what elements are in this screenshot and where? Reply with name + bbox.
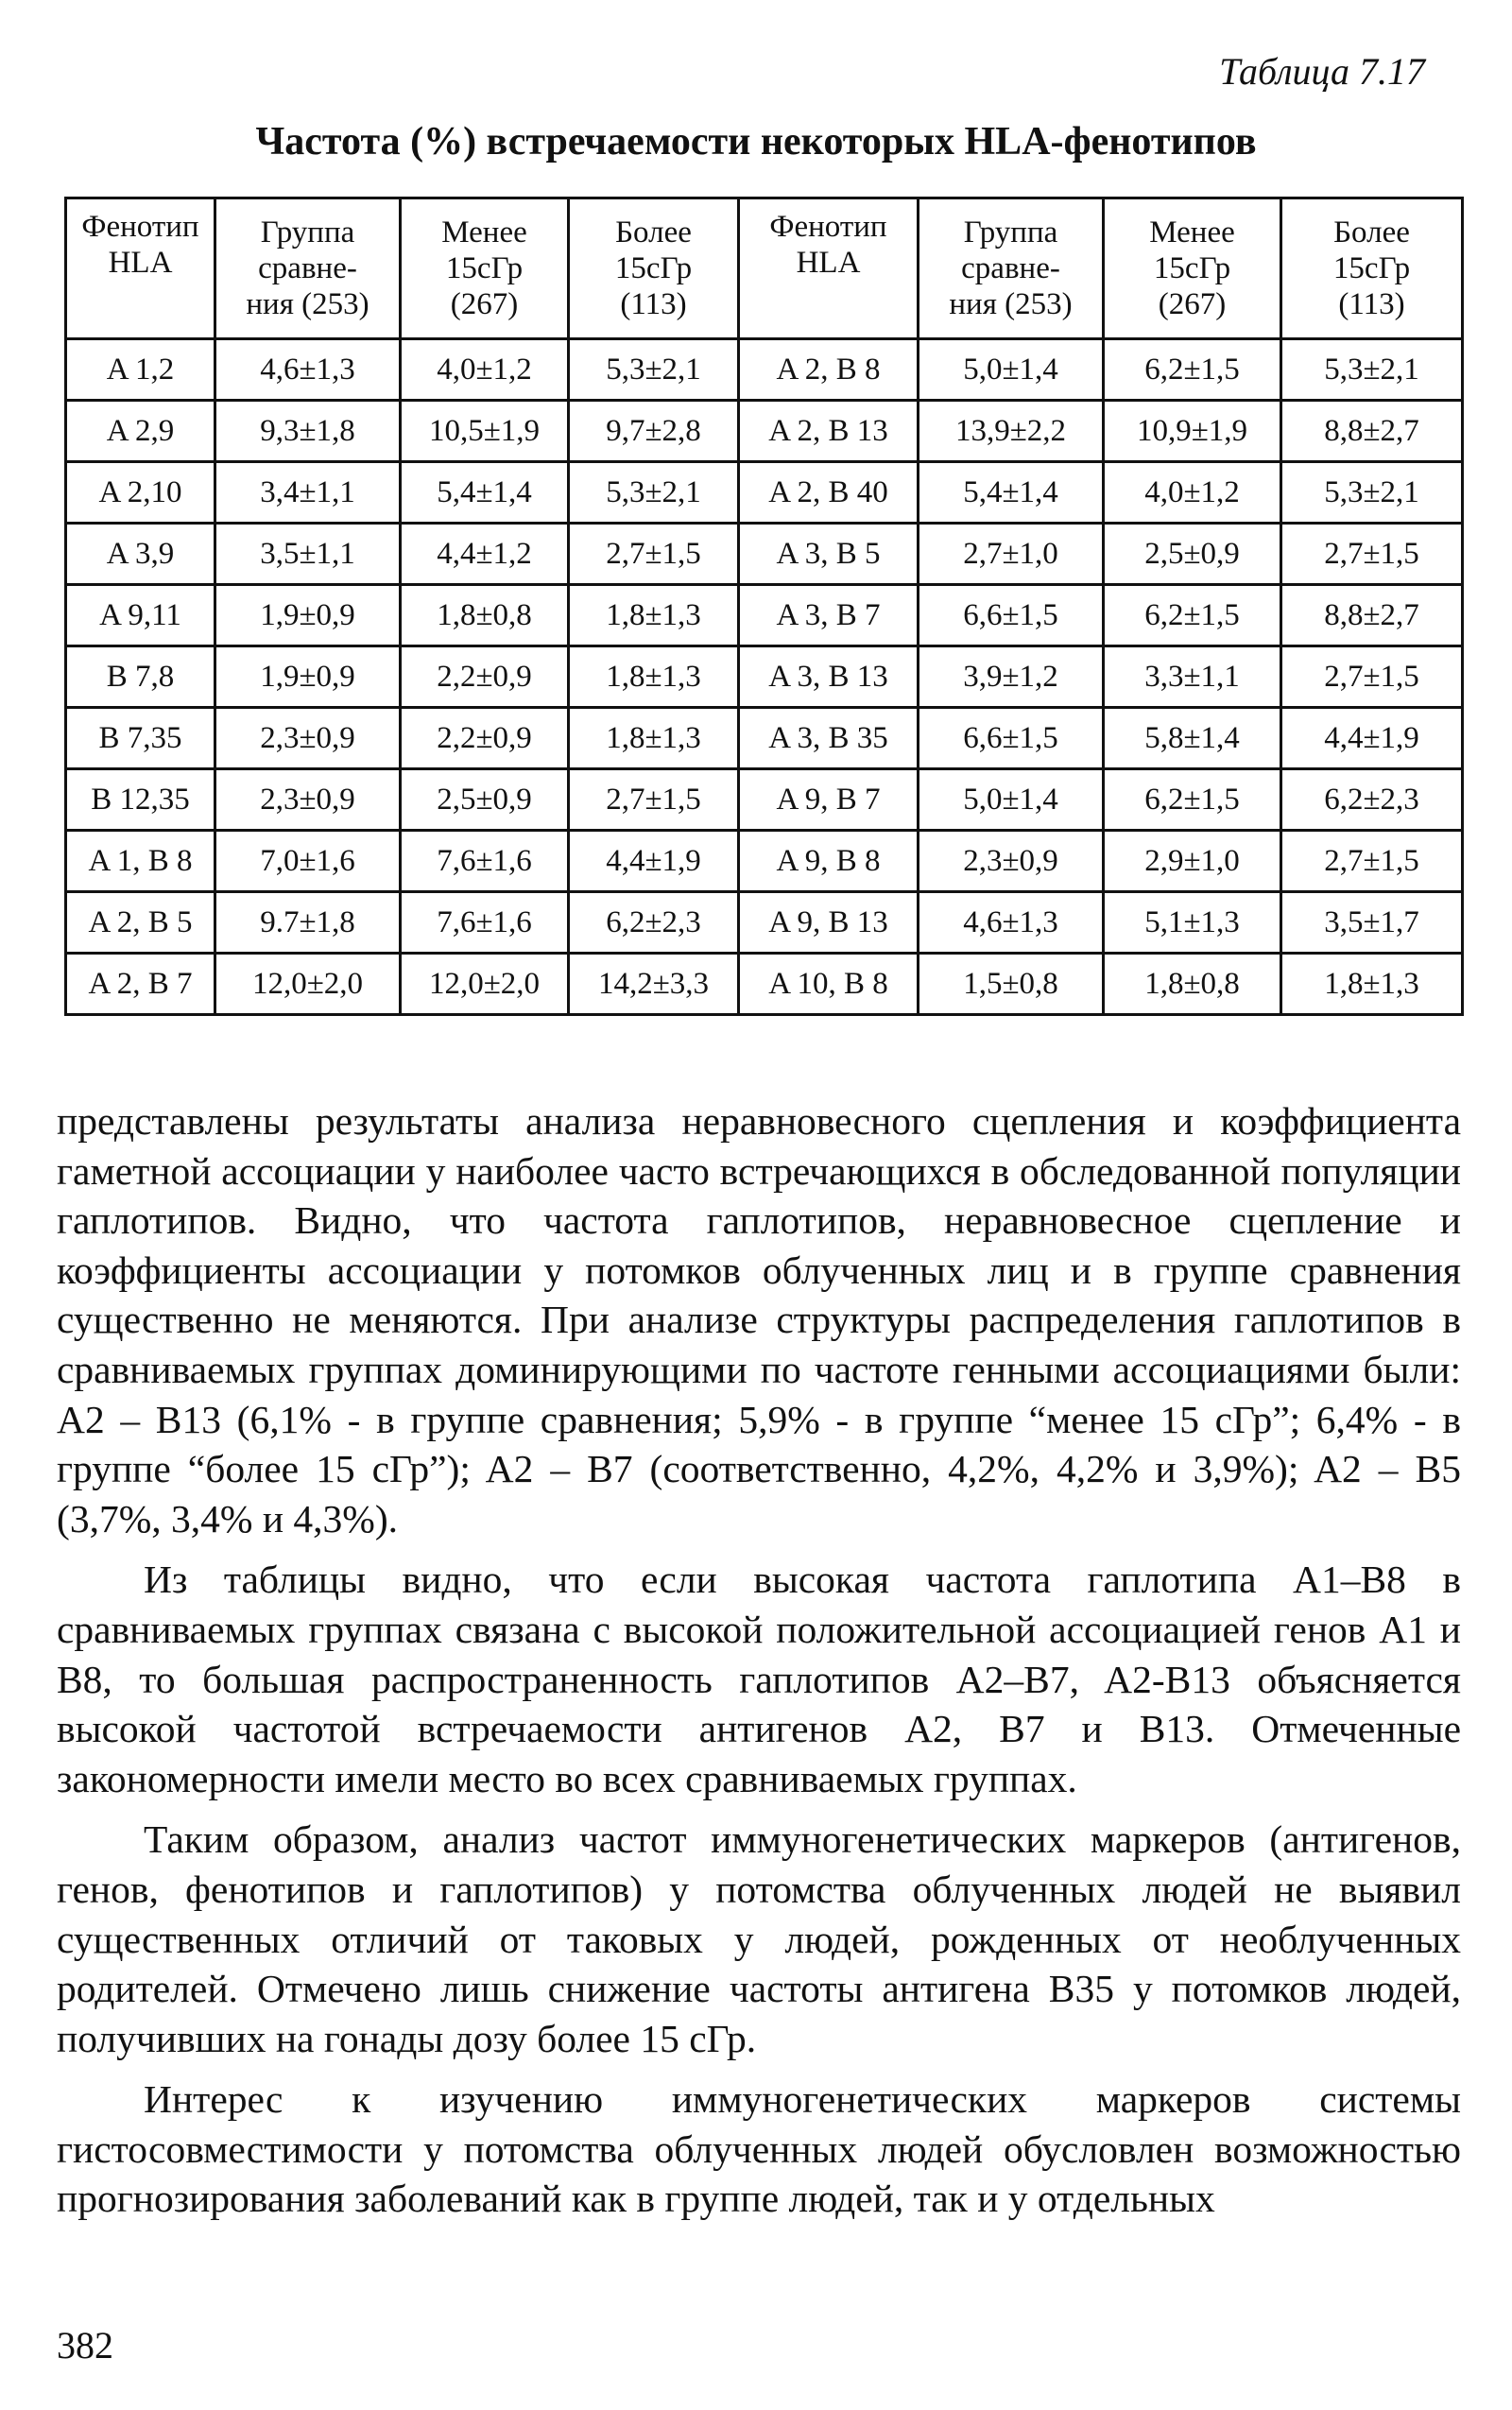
paragraph: представлены результаты анализа неравновесного сцепления и коэффициента гаметной ассоциации у наиболее часто встречающихся в обследованной популяции гаплотипов. Видно, что частота гаплотипов, неравновесное сцепление и коэффициенты ассоциации у потомков облученных лиц и в группе сравнения существенно не меняются. При анализе структуры распределения гаплотипов в сравниваемых группах доминирующими по частоте генными ассоциациями были: A2 – B13 (6,1% - в группе сравнения; 5,9% - в группе “менее 15 сГр”; 6,4% - в группе “более 15 сГр”); A2 – B7 (соответственно, 4,2%, 4,2% и 3,9%); A2 – B5 (3,7%, 3,4% и 4,3%). xyxy=(57,1099,1461,1541)
paragraph: Таким образом, анализ частот иммуногенетических маркеров (антигенов, генов, фенотипов и гаплотипов) у потомства облученных людей не выявил существенных отличий от таковых у людей, рожденных от необлученных родителей. Отмечено лишь снижение частоты антигена B35 у потомков людей, получивших на гонады дозу более 15 сГр. xyxy=(57,1817,1461,2060)
table-row xyxy=(66,769,1463,831)
table-cell: 1,8±1,3 xyxy=(1281,954,1463,1015)
table-cell: 3,9±1,2 xyxy=(919,646,1104,708)
table-cell: A 3, B 5 xyxy=(739,524,919,585)
table-cell: 2,3±0,9 xyxy=(919,831,1104,892)
table-cell: 4,6±1,3 xyxy=(215,339,401,401)
table-cell: 2,9±1,0 xyxy=(1104,831,1281,892)
page-number: 382 xyxy=(57,2324,113,2367)
table-cell: 5,0±1,4 xyxy=(919,339,1104,401)
table-cell: A 3, B 35 xyxy=(739,708,919,769)
table-row xyxy=(66,646,1463,708)
table-cell: 2,7±1,5 xyxy=(1281,646,1463,708)
table-cell: 1,9±0,9 xyxy=(215,585,401,646)
table-cell: A 3, B 13 xyxy=(739,646,919,708)
table-cell: A 9, B 7 xyxy=(739,769,919,831)
table-cell: 2,7±1,5 xyxy=(569,769,739,831)
table-cell: A 1,2 xyxy=(66,339,215,401)
table-cell: 6,2±1,5 xyxy=(1104,339,1281,401)
table-cell: 2,2±0,9 xyxy=(401,708,569,769)
table-cell: A 2, B 40 xyxy=(739,462,919,524)
table-cell: 5,1±1,3 xyxy=(1104,892,1281,954)
table-cell: 14,2±3,3 xyxy=(569,954,739,1015)
table-cell: 2,3±0,9 xyxy=(215,708,401,769)
table-cell: 3,4±1,1 xyxy=(215,462,401,524)
table-cell: 2,5±0,9 xyxy=(401,769,569,831)
header-more-15cgy-2: Более 15сГр (113) xyxy=(1281,198,1463,339)
paragraph: Из таблицы видно, что если высокая частота гаплотипа A1–B8 в сравниваемых группах связана с высокой положительной ассоциацией генов A1 и B8, то большая распространенность гаплотипов A2–B7, A2-B13 объясняется высокой частотой встречаемости антигенов A2, B7 и B13. Отмеченные закономерности имели место во всех сравниваемых группах. xyxy=(57,1558,1461,1800)
table-cell: B 7,8 xyxy=(66,646,215,708)
table-cell: A 3,9 xyxy=(66,524,215,585)
table-cell: 8,8±2,7 xyxy=(1281,401,1463,462)
table-cell: 10,9±1,9 xyxy=(1104,401,1281,462)
table-cell: 4,4±1,9 xyxy=(1281,708,1463,769)
table-cell: 3,5±1,7 xyxy=(1281,892,1463,954)
table-cell: 9,7±2,8 xyxy=(569,401,739,462)
table-cell: 5,4±1,4 xyxy=(919,462,1104,524)
header-less-15cgy: Менее 15сГр (267) xyxy=(401,198,569,339)
table-cell: A 2, B 7 xyxy=(66,954,215,1015)
table-cell: 5,3±2,1 xyxy=(1281,339,1463,401)
table-row xyxy=(66,462,1463,524)
table-cell: 1,8±1,3 xyxy=(569,585,739,646)
table-cell: 13,9±2,2 xyxy=(919,401,1104,462)
table-cell: 1,8±1,3 xyxy=(569,646,739,708)
table-cell: A 2,10 xyxy=(66,462,215,524)
table-cell: 4,4±1,2 xyxy=(401,524,569,585)
table-cell: A 2,9 xyxy=(66,401,215,462)
table-cell: 4,6±1,3 xyxy=(919,892,1104,954)
table-cell: 5,3±2,1 xyxy=(569,462,739,524)
table-cell: 2,7±1,5 xyxy=(1281,524,1463,585)
table-cell: 4,4±1,9 xyxy=(569,831,739,892)
header-less-15cgy-2: Менее 15сГр (267) xyxy=(1104,198,1281,339)
table-cell: 4,0±1,2 xyxy=(401,339,569,401)
table-row xyxy=(66,708,1463,769)
table-cell: 7,0±1,6 xyxy=(215,831,401,892)
table-cell: 2,7±1,0 xyxy=(919,524,1104,585)
table-label: Таблица 7.17 xyxy=(1219,50,1425,93)
table-cell: B 7,35 xyxy=(66,708,215,769)
table-cell: A 9,11 xyxy=(66,585,215,646)
table-row xyxy=(66,585,1463,646)
table-cell: 12,0±2,0 xyxy=(401,954,569,1015)
table-cell: B 12,35 xyxy=(66,769,215,831)
body-text xyxy=(57,1096,1461,2235)
table-cell: 2,2±0,9 xyxy=(401,646,569,708)
table-cell: 12,0±2,0 xyxy=(215,954,401,1015)
table-body xyxy=(66,339,1463,1015)
table-cell: 9.7±1,8 xyxy=(215,892,401,954)
table-cell: A 2, B 8 xyxy=(739,339,919,401)
table-cell: A 3, B 7 xyxy=(739,585,919,646)
table-title: Частота (%) встречаемости некоторых HLA-фенотипов xyxy=(255,120,1257,164)
table-cell: 7,6±1,6 xyxy=(401,892,569,954)
table-cell: 5,4±1,4 xyxy=(401,462,569,524)
table-cell: 5,3±2,1 xyxy=(1281,462,1463,524)
table-cell: 5,8±1,4 xyxy=(1104,708,1281,769)
table-cell: 6,2±1,5 xyxy=(1104,585,1281,646)
table-cell: 6,2±2,3 xyxy=(569,892,739,954)
table-cell: 8,8±2,7 xyxy=(1281,585,1463,646)
table-cell: 1,8±0,8 xyxy=(1104,954,1281,1015)
table-cell: 9,3±1,8 xyxy=(215,401,401,462)
table-cell: 1,8±0,8 xyxy=(401,585,569,646)
table-cell: 7,6±1,6 xyxy=(401,831,569,892)
hla-frequency-table xyxy=(64,197,1464,1016)
header-phenotype: Фенотип HLA xyxy=(66,198,215,339)
table-row xyxy=(66,892,1463,954)
table-cell: A 9, B 13 xyxy=(739,892,919,954)
table-cell: A 2, B 13 xyxy=(739,401,919,462)
table-cell: 5,0±1,4 xyxy=(919,769,1104,831)
table-cell: 3,3±1,1 xyxy=(1104,646,1281,708)
header-comparison-group-2: Группа сравне- ния (253) xyxy=(919,198,1104,339)
table-cell: A 10, B 8 xyxy=(739,954,919,1015)
table-cell: 1,5±0,8 xyxy=(919,954,1104,1015)
header-comparison-group: Группа сравне- ния (253) xyxy=(215,198,401,339)
table-cell: 6,6±1,5 xyxy=(919,708,1104,769)
table-row xyxy=(66,954,1463,1015)
table-row xyxy=(66,524,1463,585)
table-cell: A 1, B 8 xyxy=(66,831,215,892)
paragraph: Интерес к изучению иммуногенетических маркеров системы гистосовместимости у потомства облученных людей обусловлен возможностью прогнозирования заболеваний как в группе людей, так и у отдельных xyxy=(57,2077,1461,2221)
header-phenotype-2: Фенотип HLA xyxy=(739,198,919,339)
table-cell: 10,5±1,9 xyxy=(401,401,569,462)
table-cell: A 9, B 8 xyxy=(739,831,919,892)
table-cell: 6,2±2,3 xyxy=(1281,769,1463,831)
table-cell: 6,6±1,5 xyxy=(919,585,1104,646)
table-row xyxy=(66,831,1463,892)
table-row xyxy=(66,339,1463,401)
table-cell: 2,7±1,5 xyxy=(1281,831,1463,892)
table-cell: 1,8±1,3 xyxy=(569,708,739,769)
table-cell: 6,2±1,5 xyxy=(1104,769,1281,831)
header-more-15cgy: Более 15сГр (113) xyxy=(569,198,739,339)
table-cell: 1,9±0,9 xyxy=(215,646,401,708)
table-cell: 2,7±1,5 xyxy=(569,524,739,585)
table-cell: 2,5±0,9 xyxy=(1104,524,1281,585)
table-header-row xyxy=(66,198,1463,339)
table-cell: A 2, B 5 xyxy=(66,892,215,954)
table-cell: 4,0±1,2 xyxy=(1104,462,1281,524)
table-cell: 5,3±2,1 xyxy=(569,339,739,401)
table-cell: 3,5±1,1 xyxy=(215,524,401,585)
table-row xyxy=(66,401,1463,462)
table-cell: 2,3±0,9 xyxy=(215,769,401,831)
